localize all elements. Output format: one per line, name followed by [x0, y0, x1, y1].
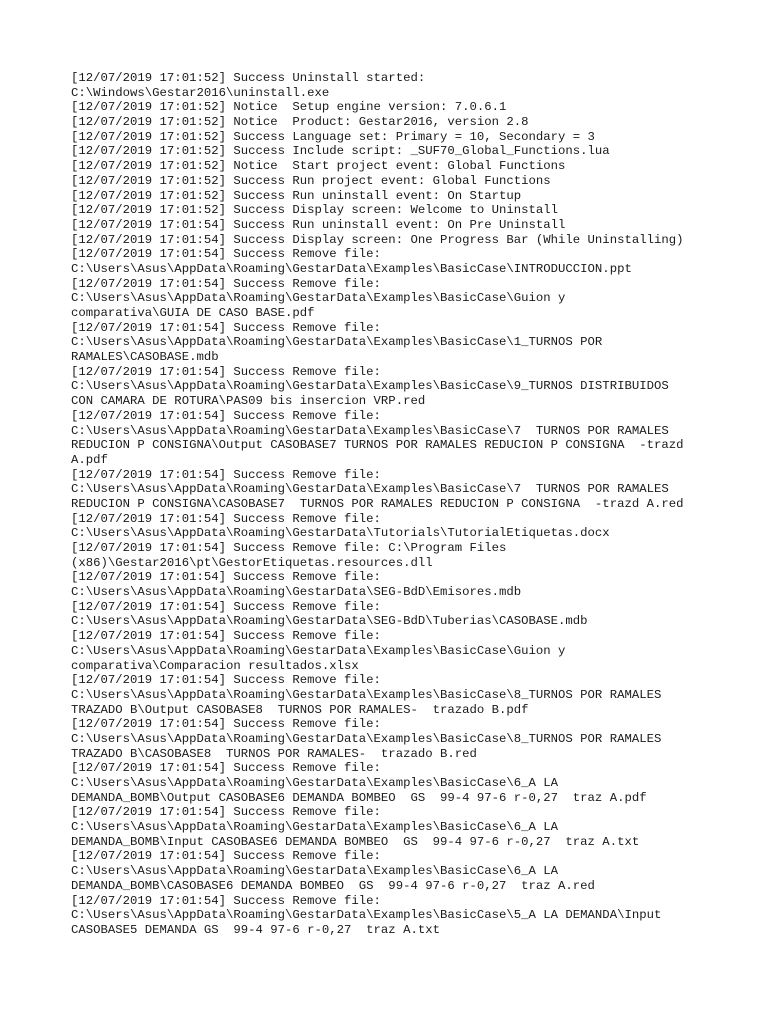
log-line: [12/07/2019 17:01:54] Success Remove file:	[71, 717, 381, 732]
log-line: TRAZADO B\CASOBASE8 TURNOS POR RAMALES- trazado B.red	[71, 746, 477, 761]
log-line: DEMANDA_BOMB\Output CASOBASE6 DEMANDA BOMBEO GS 99-4 97-6 r-0,27 traz A.pdf	[71, 790, 647, 805]
log-line: [12/07/2019 17:01:54] Success Remove file:	[71, 511, 381, 526]
log-line: C:\Users\Asus\AppData\Roaming\GestarData\Examples\BasicCase\Guion y	[71, 291, 566, 306]
log-line: [12/07/2019 17:01:54] Success Remove file:	[71, 247, 381, 262]
log-line: DEMANDA_BOMB\CASOBASE6 DEMANDA BOMBEO GS 99-4 97-6 r-0,27 traz A.red	[71, 878, 595, 893]
log-line: [12/07/2019 17:01:52] Notice Setup engine version: 7.0.6.1	[71, 100, 507, 115]
log-line: [12/07/2019 17:01:52] Success Run uninstall event: On Startup	[71, 188, 522, 203]
log-line: [12/07/2019 17:01:52] Success Run project event: Global Functions	[71, 173, 551, 188]
log-line: C:\Users\Asus\AppData\Roaming\GestarData\Examples\BasicCase\Guion y	[71, 643, 566, 658]
log-line: REDUCION P CONSIGNA\Output CASOBASE7 TURNOS POR RAMALES REDUCION P CONSIGNA -trazd	[71, 438, 684, 453]
log-line: C:\Users\Asus\AppData\Roaming\GestarData\Examples\BasicCase\8_TURNOS POR RAMALES	[71, 687, 662, 702]
log-line: CON CAMARA DE ROTURA\PAS09 bis insercion VRP.red	[71, 394, 426, 409]
log-line: [12/07/2019 17:01:54] Success Remove file: C:\Program Files	[71, 541, 507, 555]
log-line: [12/07/2019 17:01:54] Success Remove file:	[71, 629, 381, 644]
log-line: [12/07/2019 17:01:54] Success Remove file:	[71, 805, 381, 820]
log-line: C:\Users\Asus\AppData\Roaming\GestarData\Examples\BasicCase\8_TURNOS POR RAMALES	[71, 731, 662, 746]
log-line: REDUCION P CONSIGNA\CASOBASE7 TURNOS POR RAMALES REDUCION P CONSIGNA -trazd A.red	[71, 496, 684, 511]
log-line: [12/07/2019 17:01:54] Success Remove file:	[71, 673, 381, 688]
log-line: TRAZADO B\Output CASOBASE8 TURNOS POR RAMALES- trazado B.pdf	[71, 702, 529, 717]
log-line: C:\Users\Asus\AppData\Roaming\GestarData\Examples\BasicCase\INTRODUCCION.ppt	[71, 261, 632, 276]
log-line: [12/07/2019 17:01:52] Success Display screen: Welcome to Uninstall	[71, 203, 559, 218]
log-line: [12/07/2019 17:01:54] Success Display screen: One Progress Bar (While Uninstalling)	[71, 232, 684, 247]
log-line: C:\Users\Asus\AppData\Roaming\GestarData\SEG-BdD\Emisores.mdb	[71, 585, 522, 600]
log-line: C:\Users\Asus\AppData\Roaming\GestarData\Examples\BasicCase\6_A LA	[71, 820, 559, 835]
log-line: C:\Users\Asus\AppData\Roaming\GestarData\Examples\BasicCase\7 TURNOS POR RAMALES	[71, 423, 669, 438]
log-line: [12/07/2019 17:01:54] Success Run uninstall event: On Pre Uninstall	[71, 217, 566, 232]
log-line: [12/07/2019 17:01:54] Success Remove file:	[71, 364, 381, 379]
log-line: [12/07/2019 17:01:52] Success Include script: _SUF70_Global_Functions.lua	[71, 144, 610, 159]
log-line: C:\Users\Asus\AppData\Roaming\GestarData\Examples\BasicCase\6_A LA	[71, 864, 559, 879]
log-line: CASOBASE5 DEMANDA GS 99-4 97-6 r-0,27 traz A.txt	[71, 922, 440, 937]
log-line: [12/07/2019 17:01:54] Success Remove file:	[71, 849, 381, 864]
log-line: RAMALES\CASOBASE.mdb	[71, 350, 219, 365]
log-line: C:\Users\Asus\AppData\Roaming\GestarData\Tutorials\TutorialEtiquetas.docx	[71, 526, 610, 541]
uninstall-log	[71, 71, 711, 938]
log-line: [12/07/2019 17:01:54] Success Remove file:	[71, 893, 381, 908]
log-line: [12/07/2019 17:01:54] Success Remove file:	[71, 408, 381, 423]
log-line: [12/07/2019 17:01:54] Success Remove file:	[71, 761, 381, 776]
log-line: (x86)\Gestar2016\pt\GestorEtiquetas.resources.dll	[71, 555, 433, 570]
log-line: [12/07/2019 17:01:54] Success Remove file:	[71, 276, 381, 291]
log-line: C:\Users\Asus\AppData\Roaming\GestarData\Examples\BasicCase\6_A LA	[71, 776, 559, 790]
log-line: comparativa\GUIA DE CASO BASE.pdf	[71, 306, 315, 320]
log-line: C:\Windows\Gestar2016\uninstall.exe	[71, 85, 330, 100]
log-line: C:\Users\Asus\AppData\Roaming\GestarData\Examples\BasicCase\1_TURNOS POR	[71, 335, 603, 350]
log-line: C:\Users\Asus\AppData\Roaming\GestarData\Examples\BasicCase\9_TURNOS DISTRIBUIDOS	[71, 379, 669, 394]
log-line: [12/07/2019 17:01:52] Notice Product: Gestar2016, version 2.8	[71, 115, 529, 130]
log-line: [12/07/2019 17:01:54] Success Remove file:	[71, 467, 381, 482]
log-line: [12/07/2019 17:01:54] Success Remove file:	[71, 320, 381, 335]
log-line: [12/07/2019 17:01:52] Notice Start project event: Global Functions	[71, 159, 566, 174]
log-line: [12/07/2019 17:01:52] Success Uninstall started:	[71, 71, 426, 85]
log-line: C:\Users\Asus\AppData\Roaming\GestarData\Examples\BasicCase\7 TURNOS POR RAMALES	[71, 482, 669, 497]
log-line: [12/07/2019 17:01:52] Success Language set: Primary = 10, Secondary = 3	[71, 129, 595, 144]
log-line: [12/07/2019 17:01:54] Success Remove file:	[71, 570, 381, 585]
log-line: comparativa\Comparacion resultados.xlsx	[71, 658, 359, 673]
log-line: C:\Users\Asus\AppData\Roaming\GestarData\Examples\BasicCase\5_A LA DEMANDA\Input	[71, 908, 662, 923]
log-line: [12/07/2019 17:01:54] Success Remove file:	[71, 599, 381, 614]
log-line: DEMANDA_BOMB\Input CASOBASE6 DEMANDA BOMBEO GS 99-4 97-6 r-0,27 traz A.txt	[71, 834, 640, 849]
log-line: C:\Users\Asus\AppData\Roaming\GestarData\SEG-BdD\Tuberias\CASOBASE.mdb	[71, 614, 588, 629]
log-line: A.pdf	[71, 452, 108, 467]
